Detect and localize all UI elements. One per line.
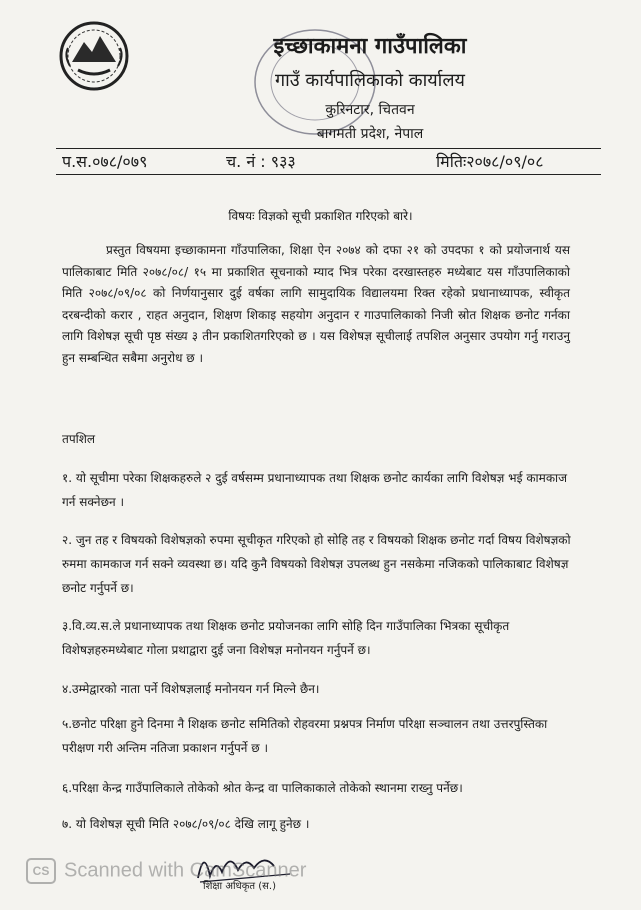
list-item: ३.वि.व्य.स.ले प्रधानाध्यापक तथा शिक्षक छनोट प्रयोजनका लागि सोहि दिन गाउँपालिका भित्रका सूचीकृत विशेषज्ञहरुमध्येबाट गोला प्रथाद्वारा दुई जना विशेषज्ञ मनोनयन गर्नुपर्ने छ। xyxy=(62,619,510,657)
list-item: ४.उम्मेद्वारको नाता पर्ने विशेषज्ञलाई मनोनयन गर्न मिल्ने छैन। xyxy=(62,682,320,696)
watermark-text: Scanned with CamScanner xyxy=(64,859,307,882)
org-name: इच्छाकामना गाउँपालिका xyxy=(273,34,467,59)
list-item: ६.परिक्षा केन्द्र गाउँपालिकाले तोकेको श्रोत केन्द्र वा पालिकाकाले तोकेको स्थानमा राख्नु पर्नेछ। xyxy=(62,781,463,795)
header-rule-top xyxy=(56,148,601,149)
signatory-title: शिक्षा अधिकृत (स.) xyxy=(203,881,277,892)
list-item: ५.छनोट परिक्षा हुने दिनमा नै शिक्षक छनोट समितिको रोहवरमा प्रश्नपत्र निर्माण परिक्षा सञ्चालन तथा उत्तरपुस्तिका परीक्षण गरी अन्तिम नतिजा प्रकाशन गर्नुपर्ने छ । xyxy=(62,717,548,755)
list-item: २. जुन तह र विषयको विशेषज्ञको रुपमा सूचीकृत गरिएको हो सोहि तह र विषयको शिक्षक छनोट गर्दा विषय विशेषज्ञको रुममा कामकाज गर्न सक्ने व्यवस्था छ। यदि कुनै विषयको विशेषज्ञ उपलब्ध हुन नसकेमा नजिकको पालिकाबाट विशेषज्ञ छनोट गर्नुपर्ने छ। xyxy=(62,533,571,595)
list-item: ७. यो विशेषज्ञ सूची मिति २०७८/०९/०८ देखि लागू हुनेछ । xyxy=(62,817,310,831)
office-name: गाउँ कार्यपालिकाको कार्यालय xyxy=(275,70,465,91)
nepal-emblem-icon xyxy=(58,18,130,94)
camscanner-logo-icon: CS xyxy=(26,858,56,884)
dispatch-number: च. नं : ९३३ xyxy=(226,152,296,171)
letter-date: मितिः२०७८/०९/०८ xyxy=(436,152,544,171)
ref-number: प.स.०७८/०७९ xyxy=(62,152,148,171)
subject-line: विषयः विज्ञको सूची प्रकाशित गरिएको बारे। xyxy=(228,209,413,223)
header-rule-bottom xyxy=(56,174,601,175)
details-label: तपशिल xyxy=(62,432,96,446)
office-place: कुरिनटार, चितवन xyxy=(325,102,415,118)
intro-paragraph: प्रस्तुत विषयमा इच्छाकामना गाँउपालिका, शिक्षा ऐन २०७४ को दफा २१ को उपदफा १ को प्रयोजनार्थ यस पालिकाबाट मिति २०७८/०८/ १५ मा प्रकाशित सूचनाको म्याद भित्र परेका दरखास्तहरु मध्येबाट यस गाँउपालिकाको मिति २०७८/०९/०८ को निर्णयानुसार दुई वर्षका लागि सामुदायिक विद्यालयमा रिक्त रहेको प्रधानाध्यापक, स्वीकृत दरबन्दीको करार , राहत अनुदान, शिक्षण शिकाइ सहयोग अनुदान र गाउपालिकाको निजी स्रोत शिक्षक छनोट गर्नका लागि विशेषज्ञ सूची पृष्ठ संख्य ३ तीन प्रकाशितगरिएको छ । यस विशेषज्ञ सूचीलाई तपशिल अनुसार उपयोग गर्नु गराउनु हुन सम्बन्धित सबैमा अनुरोध छ । xyxy=(62,243,570,365)
province: बागमती प्रदेश, नेपाल xyxy=(316,126,424,142)
camscanner-watermark xyxy=(26,858,306,888)
reference-line xyxy=(56,150,601,174)
list-item: १. यो सूचीमा परेका शिक्षकहरुले २ दुई वर्षसम्म प्रधानाध्यापक तथा शिक्षक छनोट कार्यका लागि विशेषज्ञ भई कामकाज गर्न सक्नेछन । xyxy=(62,471,568,509)
